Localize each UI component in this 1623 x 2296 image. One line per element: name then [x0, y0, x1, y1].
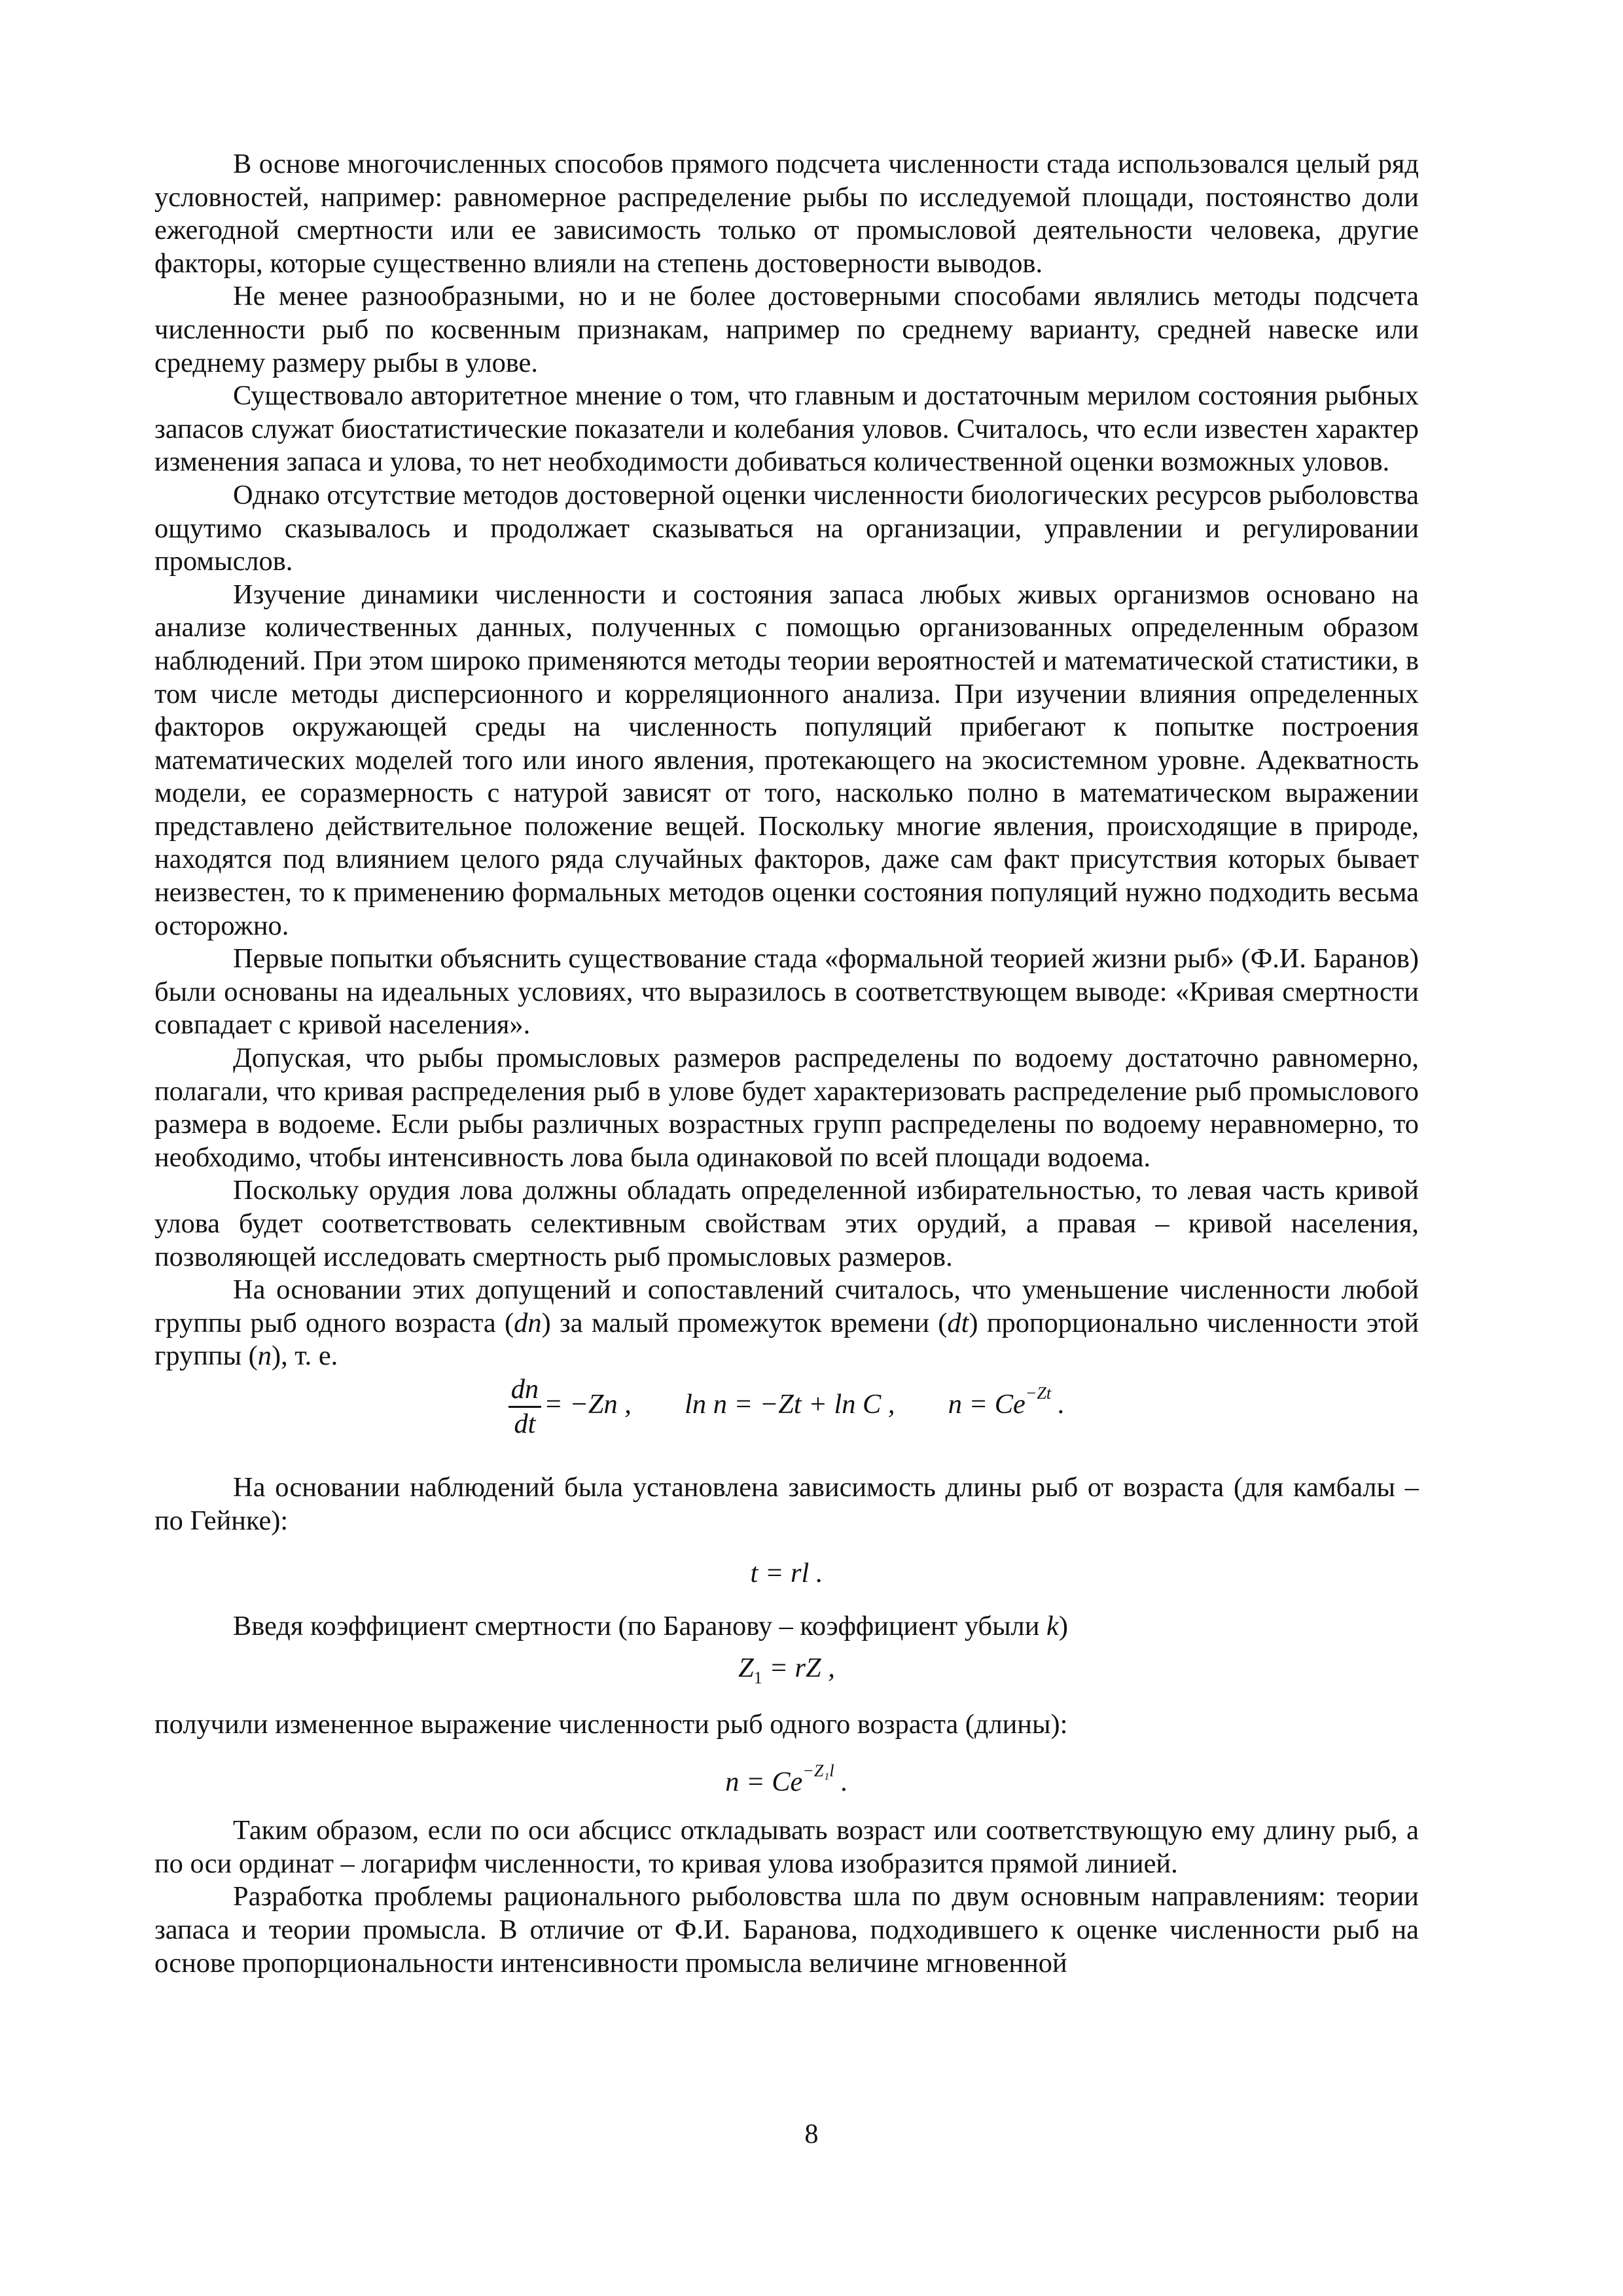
paragraph-3: Существовало авторитетное мнение о том, что главным и достаточным мерилом состояния рыбных запасов служат биостатистические показатели и колебания уловов. Считалось, что если известен характер изменения запаса и улова, то нет необходимости добиваться количественной оценки возможных уловов.	[154, 380, 1419, 478]
paragraph-9: На основании этих допущений и сопоставлений считалось, что уменьшение численности любой группы рыб одного возраста (dn) за малый промежуток времени (dt) пропорционально численности этой группы (n), т. е.	[154, 1274, 1419, 1372]
equation-2: t = rl .	[750, 1558, 823, 1589]
page-number: 8	[804, 2119, 819, 2149]
paragraph-12: получили измененное выражение численности рыб одного возраста (длины):	[154, 1708, 1068, 1740]
fraction: $\frac{dn}{dt}$	[508, 1373, 541, 1441]
paragraph-5: Изучение динамики численности и состояния запаса любых живых организмов основано на анализе количественных данных, полученных с помощью организованных определенным образом наблюдений. При этом широко применяются методы теории вероятностей и математической статистики, в том числе методы дисперсионного и корреляционного анализа. При изучении влияния определенных факторов окружающей среды на численность популяций прибегают к попытке построения математических моделей того или иного явления, протекающего на экосистемном уровне. Адекватность модели, ее соразмерность с натурой зависят от того, насколько полно в математическом выражении представлено действительное положение вещей. Поскольку многие явления, происходящие в природе, находятся под влиянием целого ряда случайных факторов, даже сам факт присутствия которых бывает неизвестен, то к применению формальных методов оценки состояния популяций нужно подходить весьма осторожно.	[154, 579, 1419, 941]
paragraph-10: На основании наблюдений была установлена зависимость длины рыб от возраста (для камбалы – по Гейнке):	[154, 1471, 1419, 1536]
paragraph-2: Не менее разнообразными, но и не более достоверными способами являлись методы подсчета численности рыб по косвенным признакам, например по среднему варианту, средней навеске или среднему размеру рыбы в улове.	[154, 281, 1419, 378]
paragraph-6: Первые попытки объяснить существование стада «формальной теорией жизни рыб» (Ф.И. Баранов) были основаны на идеальных условиях, что выразилось в соответствующем выводе: «Кривая смертности совпадает с кривой населения».	[154, 943, 1419, 1041]
paragraph-4: Однако отсутствие методов достоверной оценки численности биологических ресурсов рыболовства ощутимо сказывалось и продолжает сказываться на организации, управлении и регулировании промыслов.	[154, 479, 1419, 577]
paragraph-8: Поскольку орудия лова должны обладать определенной избирательностью, то левая часть кривой улова будет соответствовать селективным свойствам этих орудий, а правая – кривой населения, позволяющей исследовать смертность рыб промысловых размеров.	[154, 1175, 1419, 1272]
equation-1: $\frac{dn}{dt}$ = −Zn , ln n = −Zt + ln C , $n = Ce^{-Zt}$ .	[154, 1373, 1419, 1471]
paragraph-1: В основе многочисленных способов прямого подсчета численности стада использовался целый ряд условностей, например: равномерное распределение рыбы по исследуемой площади, постоянство доли ежегодной смертности или ее зависимость только от промысловой деятельности человека, другие факторы, которые существенно влияли на степень достоверности выводов.	[154, 149, 1419, 279]
paragraph-14: Разработка проблемы рационального рыболовства шла по двум основным направлениям: теории запаса и теории промысла. В отличие от Ф.И. Баранова, подходившего к оценке численности рыб на основе пропорциональности интенсивности промысла величине мгновенной	[154, 1881, 1419, 1979]
paragraph-7: Допуская, что рыбы промысловых размеров распределены по водоему достаточно равномерно, полагали, что кривая распределения рыб в улове будет характеризовать распределение рыб промыслового размера в водоеме. Если рыбы различных возрастных групп распределены по водоему неравномерно, то необходимо, чтобы интенсивность лова была одинаковой по всей площади водоема.	[154, 1043, 1419, 1173]
paragraph-11: Введя коэффициент смертности (по Баранову – коэффициент убыли k)	[233, 1610, 1068, 1641]
equation-3: $Z_1$ = rZ ,	[738, 1653, 835, 1688]
paragraph-13: Таким образом, если по оси абсцисс откладывать возраст или соответствующую ему длину рыб, а по оси ординат – логарифм численности, то кривая улова изобразится прямой линией.	[154, 1815, 1419, 1879]
page-body	[154, 148, 1419, 1980]
equation-4: $n = Ce^{-Z_1l}$ .	[725, 1761, 848, 1797]
